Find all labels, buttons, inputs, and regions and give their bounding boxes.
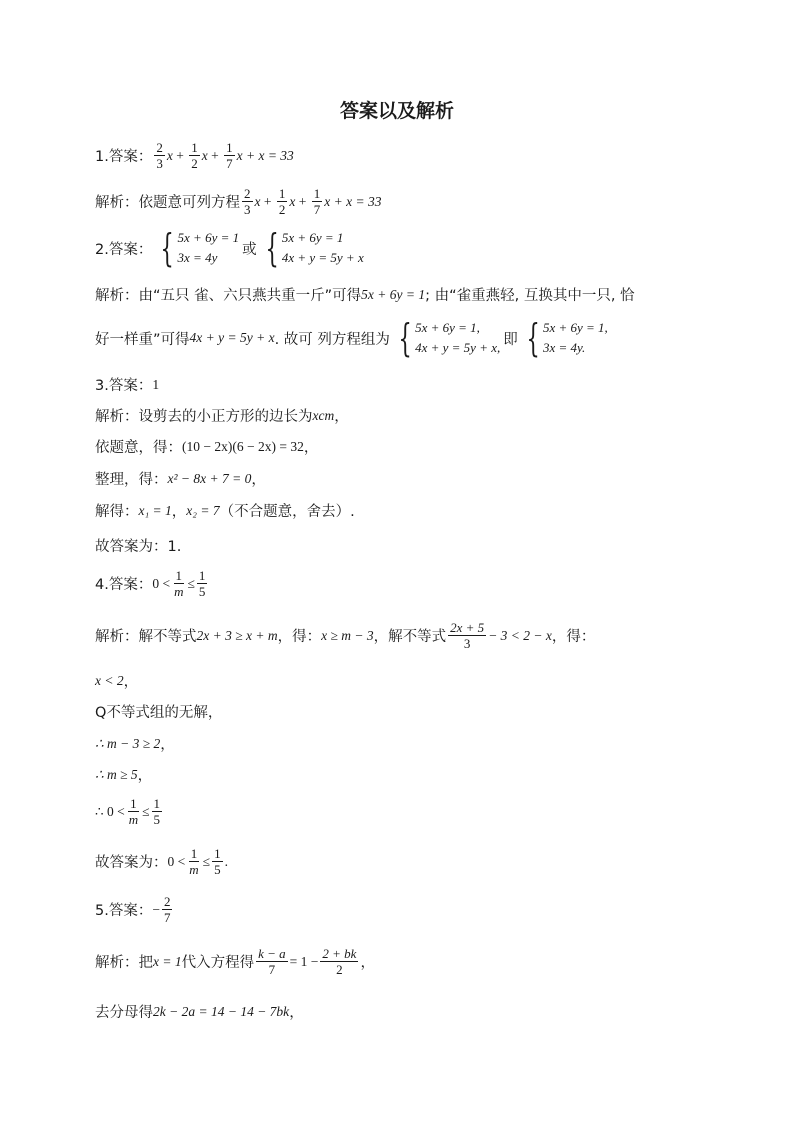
q4-analysis-line4: ∴ m − 3 ≥ 2 ，	[95, 735, 175, 753]
fraction: $\frac{2}{3}$	[156, 140, 163, 171]
equation: 2k − 2a = 14 − 14 − 7bk	[153, 1003, 290, 1019]
q4-analysis-line3	[95, 701, 222, 722]
equation-system: { 5x + 6y = 1 4x + y = 5y + x	[265, 226, 364, 270]
q3-answer	[95, 374, 159, 395]
equation: x = 1	[153, 953, 182, 969]
inequality: x < 2	[95, 672, 124, 688]
q1-analysis: 解析：依题意可列方程 $\frac{2}{3}$ x + $\frac{1}{2}$ x + $\frac{1}{7}$ x + x = 33	[95, 186, 382, 217]
inequality: ∴ m ≥ 5	[95, 766, 138, 782]
text: 解析：解不等式	[95, 629, 197, 645]
text: 故答案为：1.	[95, 539, 182, 555]
q4-analysis-line6: ∴ 0 < $\frac{1}{m}$ ≤ $\frac{1}{5}$	[95, 796, 161, 827]
or-word: 或	[242, 241, 257, 258]
q1-answer: 1.答案： $\frac{2}{3}$ x + $\frac{1}{2}$ x + $\frac{1}{7}$ x + x = 33	[95, 140, 294, 171]
q4-label: 4.答案：	[95, 577, 153, 593]
ji-word: 即	[503, 331, 518, 348]
q3-analysis-line5	[95, 535, 181, 556]
q4-analysis-line2: x < 2 ，	[95, 672, 139, 690]
text: 代入方程得	[181, 955, 255, 971]
equation: 4x + y = 5y + x	[189, 330, 275, 345]
q1-analysis-tail: x + x = 33	[324, 193, 382, 209]
q3-analysis-line4: 解得： x₁ = 1 ， x₂ = 7 （不合题意，舍去）.	[95, 500, 355, 521]
q1-equation-tail: x + x = 33	[236, 147, 294, 163]
root-value: x₂ = 7	[186, 502, 220, 518]
equation-system: { 5x + 6y = 1 3x = 4y	[160, 226, 240, 270]
q5-analysis-line1: 解析：把 x = 1 代入方程得 $\frac{k - a}{7}$ = 1 − $\frac{2 + bk}{2}$ ，	[95, 946, 375, 977]
q1-analysis-label: 解析：依题意可列方程	[95, 195, 240, 211]
q1-label: 1.答案：	[95, 149, 153, 165]
q2-answer	[95, 228, 367, 268]
equation: x² − 8x + 7 = 0	[167, 470, 252, 486]
q2-analysis-line2	[95, 318, 611, 358]
inequality: 2x + 3 ≥ x + m	[196, 627, 278, 643]
page-title: 答案以及解析	[339, 100, 454, 122]
text: （不合题意，舍去）.	[219, 504, 355, 520]
text: 解得：	[95, 504, 139, 520]
q2-analysis-text: 解析：由“五只 雀、六只燕共重一斤”可得	[95, 288, 362, 304]
q2-label: 2.答案：	[95, 241, 153, 258]
inequality: x ≥ m − 3	[321, 627, 374, 643]
q2-analysis-line1	[95, 284, 635, 305]
inequality: ∴ m − 3 ≥ 2	[95, 735, 161, 751]
text: Q不等式组的无解，	[95, 705, 223, 721]
fraction: $\frac{1}{7}$	[226, 140, 233, 171]
text: ，	[334, 409, 349, 425]
equation: 5x + 6y = 1	[361, 286, 426, 302]
text: 整理，得：	[95, 472, 168, 488]
q5-analysis-line2: 去分母得 2k − 2a = 14 − 14 − 7bk ，	[95, 1001, 304, 1022]
text: 故答案为：	[95, 855, 168, 871]
q3-answer-value: 1	[152, 376, 160, 392]
q4-analysis-line5: ∴ m ≥ 5 ，	[95, 766, 153, 784]
text: ，解不等式	[373, 629, 447, 645]
unit: xcm	[312, 407, 335, 423]
text: ，得：	[551, 629, 596, 645]
q5-answer: 5.答案： − $\frac{2}{7}$	[95, 894, 171, 925]
q2-analysis-text: 好一样重”可得	[95, 331, 190, 348]
text: ，得：	[277, 629, 322, 645]
root-value: x₁ = 1	[138, 502, 172, 518]
fraction: $\frac{1}{2}$	[191, 140, 198, 171]
equation-system: { 5x + 6y = 1, 4x + y = 5y + x,	[398, 316, 501, 360]
q4-final: 故答案为： 0 < $\frac{1}{m}$ ≤ $\frac{1}{5}$ .	[95, 846, 228, 877]
therefore-symbol: ∴	[95, 803, 104, 819]
text: 解析：设剪去的小正方形的边长为	[95, 409, 313, 425]
q5-label: 5.答案：	[95, 903, 153, 919]
text: 解析：把	[95, 955, 153, 971]
inequality: − 3 < 2 − x	[488, 627, 552, 643]
equation-system: { 5x + 6y = 1, 3x = 4y.	[526, 316, 608, 360]
equation: (10 − 2x)(6 − 2x) = 32	[182, 438, 304, 454]
q3-label: 3.答案：	[95, 378, 153, 394]
q3-analysis-line3: 整理，得： x² − 8x + 7 = 0 ，	[95, 468, 266, 489]
q3-analysis-line1	[95, 405, 349, 426]
equation: = 1 −	[289, 953, 319, 969]
q2-analysis-text: ; 由“雀重燕轻, 互换其中一只, 恰	[425, 288, 635, 304]
q2-analysis-text: . 故可 列方程组为	[274, 331, 390, 348]
q3-analysis-line2: 依题意，得： (10 − 2x)(6 − 2x) = 32 ，	[95, 436, 318, 457]
text: 去分母得	[95, 1005, 153, 1021]
q4-answer: 4.答案： 0 < $\frac{1}{m}$ ≤ $\frac{1}{5}$	[95, 568, 206, 599]
text: 依题意，得：	[95, 440, 182, 456]
q4-analysis-line1: 解析：解不等式 2x + 3 ≥ x + m ，得： x ≥ m − 3 ，解不等式 $\frac{2x + 5}{3}$ − 3 < 2 − x ，得：	[95, 620, 596, 651]
